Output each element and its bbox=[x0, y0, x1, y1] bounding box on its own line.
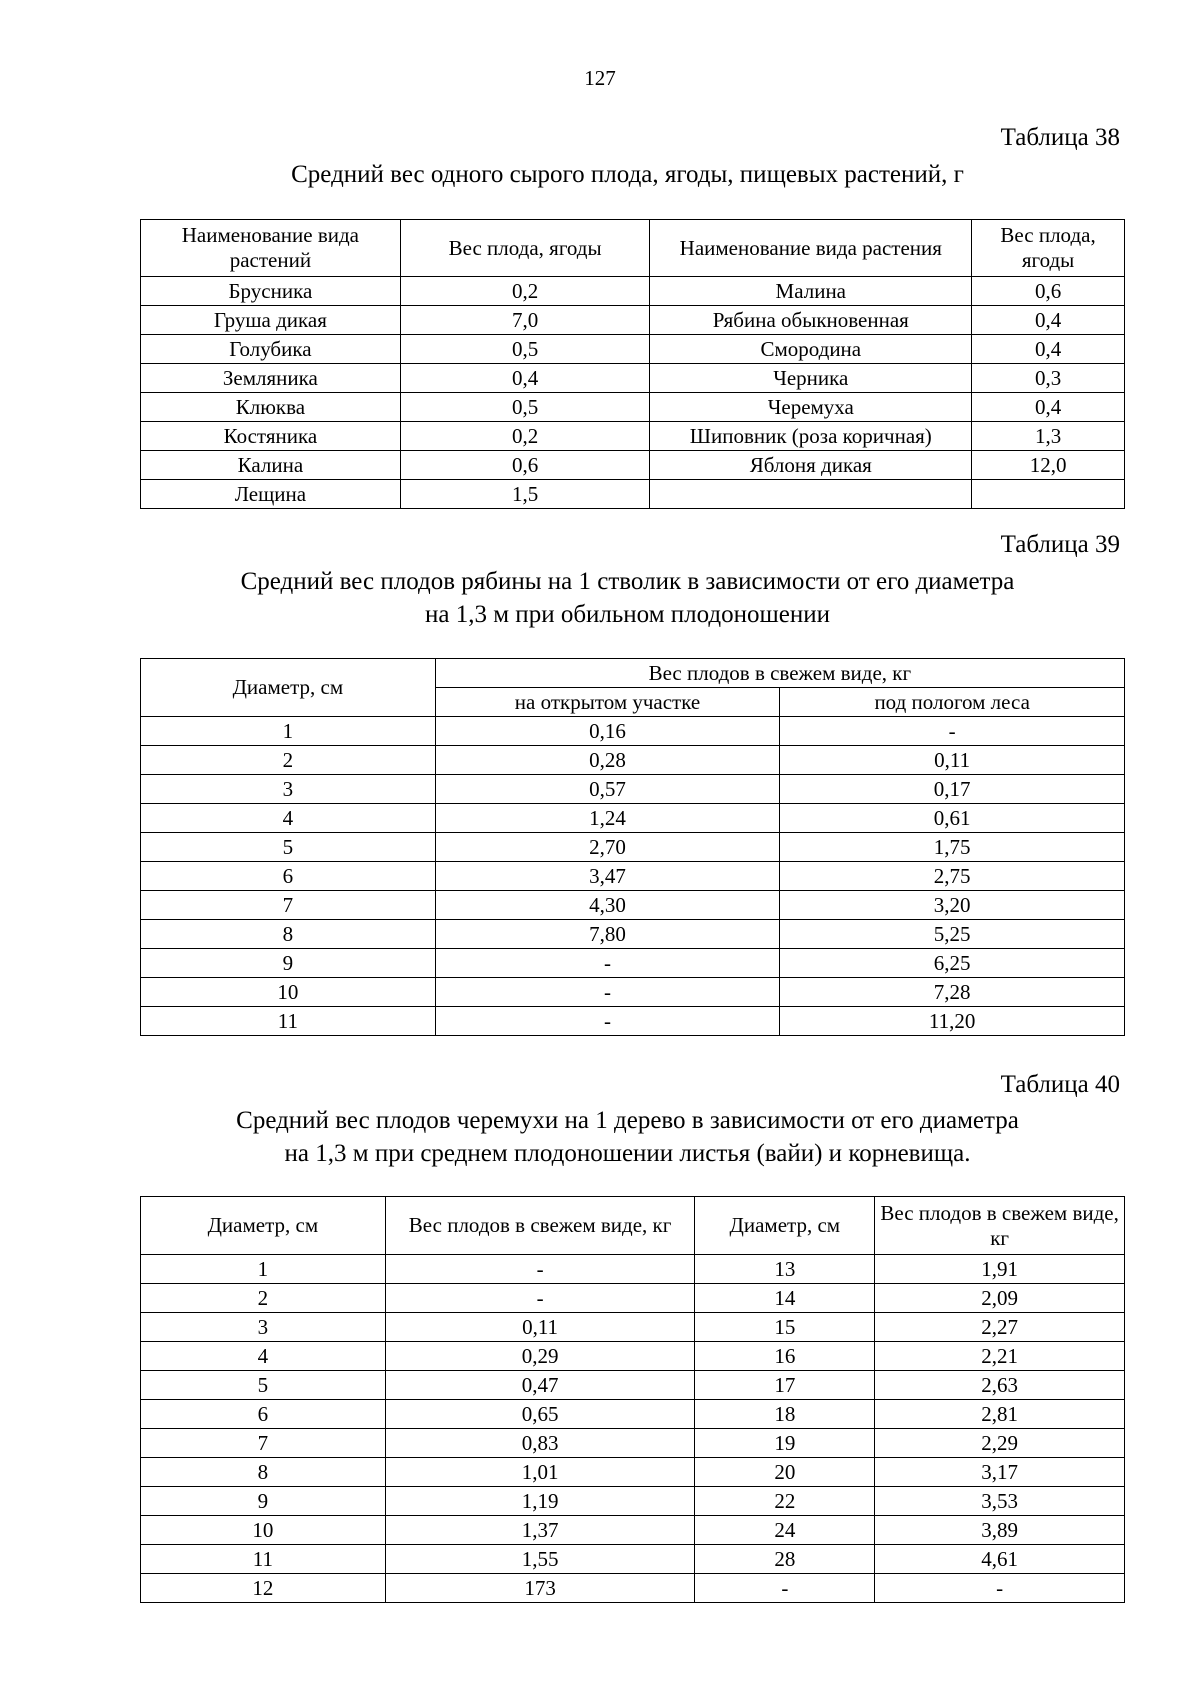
table-cell: 7 bbox=[141, 1429, 386, 1458]
table-row bbox=[141, 1574, 1125, 1603]
table-cell: - bbox=[435, 1007, 780, 1036]
table-cell: 0,6 bbox=[972, 277, 1125, 306]
table-cell: 1,91 bbox=[875, 1255, 1125, 1284]
table-40 bbox=[140, 1196, 1125, 1603]
table-cell: 5,25 bbox=[780, 920, 1125, 949]
table-row bbox=[141, 1545, 1125, 1574]
table-row bbox=[141, 1400, 1125, 1429]
table-cell: 2,21 bbox=[875, 1342, 1125, 1371]
table-row bbox=[141, 862, 1125, 891]
table-cell: Клюква bbox=[141, 393, 401, 422]
table-cell: 0,17 bbox=[780, 775, 1125, 804]
table-39-header-row-1 bbox=[141, 659, 1125, 688]
table-cell: 16 bbox=[695, 1342, 875, 1371]
table-cell: 1 bbox=[141, 717, 436, 746]
table-cell: - bbox=[385, 1284, 695, 1313]
table-cell: 0,65 bbox=[385, 1400, 695, 1429]
table-cell: 7,80 bbox=[435, 920, 780, 949]
table-cell: Голубика bbox=[141, 335, 401, 364]
table-cell: 0,47 bbox=[385, 1371, 695, 1400]
table-row bbox=[141, 451, 1125, 480]
header-open-area: на открытом участке bbox=[435, 688, 780, 717]
table-row bbox=[141, 1487, 1125, 1516]
table-cell: 13 bbox=[695, 1255, 875, 1284]
table-cell: 10 bbox=[141, 978, 436, 1007]
table-cell: 14 bbox=[695, 1284, 875, 1313]
table-38 bbox=[140, 219, 1125, 509]
table-cell: 0,4 bbox=[972, 335, 1125, 364]
table-cell: 0,5 bbox=[400, 335, 650, 364]
table-39-title-line-1: Средний вес плодов рябины на 1 стволик в зависимости от его диаметра bbox=[240, 568, 1015, 595]
table-cell: 17 bbox=[695, 1371, 875, 1400]
table-cell: 5 bbox=[141, 1371, 386, 1400]
table-cell: 11 bbox=[141, 1007, 436, 1036]
table-row bbox=[141, 1429, 1125, 1458]
table-cell: 11,20 bbox=[780, 1007, 1125, 1036]
table-cell: 8 bbox=[141, 1458, 386, 1487]
table-cell: 3 bbox=[141, 1313, 386, 1342]
table-cell: 0,5 bbox=[400, 393, 650, 422]
table-cell: 6 bbox=[141, 862, 436, 891]
table-cell: Лещина bbox=[141, 480, 401, 509]
table-cell: 3,17 bbox=[875, 1458, 1125, 1487]
table-39-label: Таблица 39 bbox=[1000, 531, 1120, 558]
table-cell: 6,25 bbox=[780, 949, 1125, 978]
table-cell: 10 bbox=[141, 1516, 386, 1545]
table-cell: 5 bbox=[141, 833, 436, 862]
table-row bbox=[141, 1007, 1125, 1036]
table-38-header bbox=[141, 220, 1125, 277]
table-row bbox=[141, 1313, 1125, 1342]
table-cell: 2,09 bbox=[875, 1284, 1125, 1313]
table-40-header bbox=[141, 1197, 1125, 1255]
table-cell: 1 bbox=[141, 1255, 386, 1284]
table-cell: Малина bbox=[650, 277, 972, 306]
table-40-title-line-2: на 1,3 м при среднем плодоношении листья (вайи) и корневища. bbox=[284, 1140, 971, 1167]
table-cell: 0,83 bbox=[385, 1429, 695, 1458]
table-cell: 2,29 bbox=[875, 1429, 1125, 1458]
table-cell: 0,2 bbox=[400, 422, 650, 451]
table-cell: 9 bbox=[141, 949, 436, 978]
table-cell: Яблоня дикая bbox=[650, 451, 972, 480]
table-cell: 0,11 bbox=[780, 746, 1125, 775]
table-40-header-row bbox=[141, 1197, 1125, 1255]
table-40-body bbox=[141, 1255, 1125, 1603]
header-fruit-weight-2: Вес плода, ягоды bbox=[972, 220, 1125, 277]
table-row bbox=[141, 833, 1125, 862]
table-cell: 18 bbox=[695, 1400, 875, 1429]
table-cell: 24 bbox=[695, 1516, 875, 1545]
table-cell: 8 bbox=[141, 920, 436, 949]
table-row bbox=[141, 422, 1125, 451]
table-row bbox=[141, 364, 1125, 393]
header-fruit-weight-1: Вес плода, ягоды bbox=[400, 220, 650, 277]
table-38-label: Таблица 38 bbox=[1000, 124, 1120, 151]
table-cell: 1,19 bbox=[385, 1487, 695, 1516]
table-cell bbox=[650, 480, 972, 509]
table-cell: 3,53 bbox=[875, 1487, 1125, 1516]
header-plant-name-1: Наименование вида растений bbox=[141, 220, 401, 277]
table-cell: 2,27 bbox=[875, 1313, 1125, 1342]
table-cell: 1,37 bbox=[385, 1516, 695, 1545]
table-cell: Калина bbox=[141, 451, 401, 480]
table-row bbox=[141, 393, 1125, 422]
table-cell: 12,0 bbox=[972, 451, 1125, 480]
table-cell: 7,28 bbox=[780, 978, 1125, 1007]
header-plant-name-2: Наименование вида растения bbox=[650, 220, 972, 277]
table-cell: - bbox=[435, 978, 780, 1007]
table-row bbox=[141, 717, 1125, 746]
header-forest-canopy: под пологом леса bbox=[780, 688, 1125, 717]
table-cell: 22 bbox=[695, 1487, 875, 1516]
table-38-header-row bbox=[141, 220, 1125, 277]
table-cell: 1,01 bbox=[385, 1458, 695, 1487]
table-row bbox=[141, 891, 1125, 920]
table-cell: 1,5 bbox=[400, 480, 650, 509]
table-cell: Шиповник (роза коричная) bbox=[650, 422, 972, 451]
table-cell: Костяника bbox=[141, 422, 401, 451]
table-cell: 2 bbox=[141, 746, 436, 775]
table-cell: 0,3 bbox=[972, 364, 1125, 393]
table-cell: 4 bbox=[141, 1342, 386, 1371]
table-cell: 20 bbox=[695, 1458, 875, 1487]
table-row bbox=[141, 1371, 1125, 1400]
table-cell bbox=[972, 480, 1125, 509]
table-cell: 2,63 bbox=[875, 1371, 1125, 1400]
header-fresh-weight-2: Вес плодов в свежем виде, кг bbox=[875, 1197, 1125, 1255]
table-39-title-line-2: на 1,3 м при обильном плодоношении bbox=[425, 601, 830, 628]
table-cell: Земляника bbox=[141, 364, 401, 393]
header-fresh-weight-1: Вес плодов в свежем виде, кг bbox=[385, 1197, 695, 1255]
table-cell: 1,55 bbox=[385, 1545, 695, 1574]
header-diameter: Диаметр, см bbox=[141, 659, 436, 717]
table-cell: 0,4 bbox=[972, 306, 1125, 335]
table-row bbox=[141, 804, 1125, 833]
table-40-label: Таблица 40 bbox=[1000, 1071, 1120, 1098]
table-cell: 1,3 bbox=[972, 422, 1125, 451]
table-row bbox=[141, 480, 1125, 509]
table-row bbox=[141, 306, 1125, 335]
table-row bbox=[141, 1516, 1125, 1545]
table-cell: 4,30 bbox=[435, 891, 780, 920]
table-row bbox=[141, 277, 1125, 306]
table-cell: Смородина bbox=[650, 335, 972, 364]
table-cell: 0,4 bbox=[400, 364, 650, 393]
table-cell: Груша дикая bbox=[141, 306, 401, 335]
table-cell: 12 bbox=[141, 1574, 386, 1603]
table-row bbox=[141, 1284, 1125, 1313]
table-cell: 6 bbox=[141, 1400, 386, 1429]
table-cell: Брусника bbox=[141, 277, 401, 306]
table-38-body bbox=[141, 277, 1125, 509]
table-cell: 0,16 bbox=[435, 717, 780, 746]
table-39-header bbox=[141, 659, 1125, 717]
table-cell: 0,57 bbox=[435, 775, 780, 804]
table-row bbox=[141, 1458, 1125, 1487]
table-cell: 3,47 bbox=[435, 862, 780, 891]
table-cell: 4 bbox=[141, 804, 436, 833]
table-cell: 3,89 bbox=[875, 1516, 1125, 1545]
header-diameter-2: Диаметр, см bbox=[695, 1197, 875, 1255]
table-row bbox=[141, 920, 1125, 949]
page-number: 127 bbox=[584, 66, 616, 90]
table-cell: 1,24 bbox=[435, 804, 780, 833]
table-cell: - bbox=[695, 1574, 875, 1603]
table-cell: - bbox=[875, 1574, 1125, 1603]
table-cell: 19 bbox=[695, 1429, 875, 1458]
table-cell: 0,61 bbox=[780, 804, 1125, 833]
table-cell: 3 bbox=[141, 775, 436, 804]
table-cell: 0,2 bbox=[400, 277, 650, 306]
table-row bbox=[141, 335, 1125, 364]
table-cell: 173 bbox=[385, 1574, 695, 1603]
table-cell: 4,61 bbox=[875, 1545, 1125, 1574]
table-38-title: Средний вес одного сырого плода, ягоды, пищевых растений, г bbox=[291, 161, 964, 188]
table-cell: Черемуха bbox=[650, 393, 972, 422]
table-cell: 3,20 bbox=[780, 891, 1125, 920]
table-cell: 7,0 bbox=[400, 306, 650, 335]
table-row bbox=[141, 1342, 1125, 1371]
table-cell: 2,75 bbox=[780, 862, 1125, 891]
table-cell: 28 bbox=[695, 1545, 875, 1574]
table-cell: 2,70 bbox=[435, 833, 780, 862]
header-diameter-1: Диаметр, см bbox=[141, 1197, 386, 1255]
table-row bbox=[141, 746, 1125, 775]
table-cell: 0,4 bbox=[972, 393, 1125, 422]
table-cell: 11 bbox=[141, 1545, 386, 1574]
table-cell: - bbox=[435, 949, 780, 978]
table-cell: 0,6 bbox=[400, 451, 650, 480]
table-cell: 1,75 bbox=[780, 833, 1125, 862]
table-cell: 7 bbox=[141, 891, 436, 920]
table-39-body bbox=[141, 717, 1125, 1036]
table-39 bbox=[140, 658, 1125, 1036]
table-cell: 9 bbox=[141, 1487, 386, 1516]
table-cell: 15 bbox=[695, 1313, 875, 1342]
table-cell: Рябина обыкновенная bbox=[650, 306, 972, 335]
table-cell: 0,28 bbox=[435, 746, 780, 775]
table-row bbox=[141, 1255, 1125, 1284]
table-cell: 0,29 bbox=[385, 1342, 695, 1371]
table-cell: - bbox=[385, 1255, 695, 1284]
table-cell: Черника bbox=[650, 364, 972, 393]
table-row bbox=[141, 949, 1125, 978]
table-cell: - bbox=[780, 717, 1125, 746]
table-cell: 2,81 bbox=[875, 1400, 1125, 1429]
table-cell: 2 bbox=[141, 1284, 386, 1313]
table-row bbox=[141, 775, 1125, 804]
table-row bbox=[141, 978, 1125, 1007]
header-fresh-weight: Вес плодов в свежем виде, кг bbox=[435, 659, 1124, 688]
table-cell: 0,11 bbox=[385, 1313, 695, 1342]
table-40-title-line-1: Средний вес плодов черемухи на 1 дерево в зависимости от его диаметра bbox=[236, 1107, 1019, 1134]
